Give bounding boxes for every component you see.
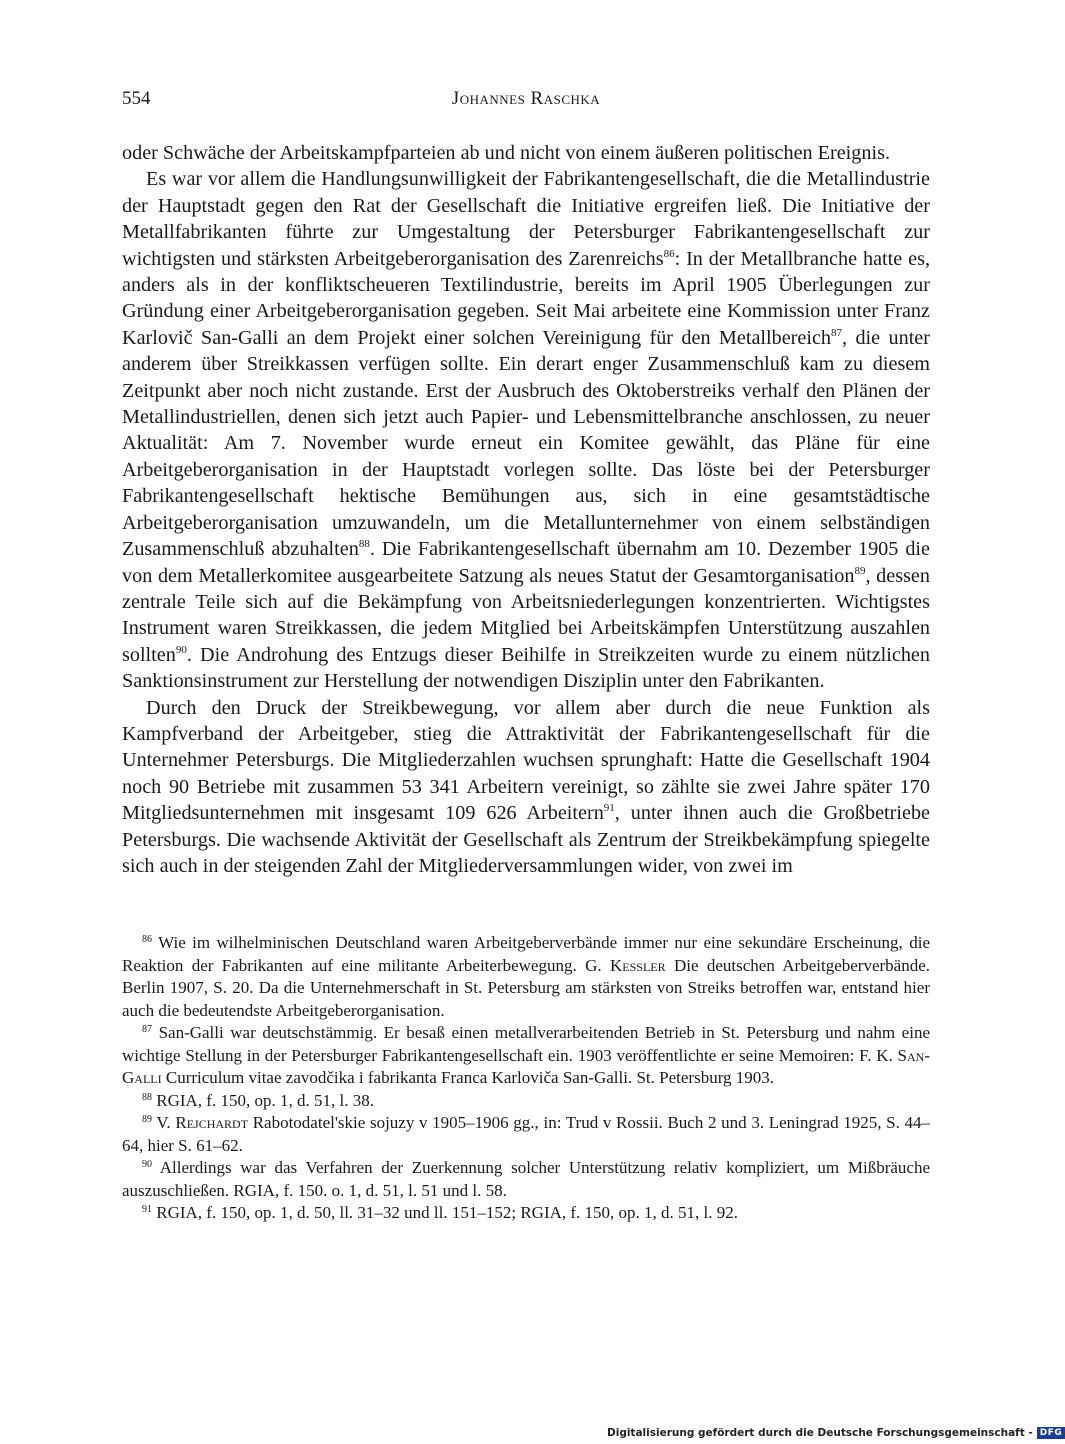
page-number: 554 <box>122 88 151 109</box>
footnote-90: $^{90}$ Allerdings war das Verfahren der Zuerkennung solcher Unterstützung relativ kompliziert, um Mißbräuche auszuschließen. RGIA, f. 150. o. 1, d. 51, l. 51 und l. 58. <box>122 1158 930 1200</box>
footnote-ref-87[interactable]: 87 <box>831 326 843 339</box>
main-text <box>122 140 930 879</box>
footnote-91: $^{91}$ RGIA, f. 150, op. 1, d. 50, ll. 31–32 und ll. 151–152; RGIA, f. 150, op. 1, d. 51, l. 92. <box>142 1203 739 1222</box>
footnote-87: $^{87}$ San-Galli war deutschstämmig. Er besaß einen metallverarbeitenden Betrieb in St. Petersburg und nahm eine wichtige Stellung in der Petersburger Fabrikantengesellschaft ein. 1903 veröffentlichte er seine Memoiren: F. K. San-Galli Curriculum vitae zavodčika i fabrikanta Franca Karloviča San-Galli. St. Petersburg 1903. <box>122 1023 930 1087</box>
digitization-credit <box>607 1424 1065 1442</box>
footnotes <box>122 932 930 1225</box>
footnote-89: $^{89}$ V. Rejchardt Rabotodatel'skie sojuzy v 1905–1906 gg., in: Trud v Rossii. Buch 2 und 3. Leningrad 1925, S. 44–64, hier S. 61–62. <box>122 1113 931 1155</box>
paragraph-2: Es war vor allem die Handlungsunwilligkeit der Fabrikantengesellschaft, die die Metallindustrie der Hauptstadt gegen den Rat der Gesellschaft die Initiative ergreifen ließ. Die Initiative der Metallfabrikanten führte zur Umgestaltung der Petersburger Fabrikantengesellschaft zur wichtigsten und stärksten Arbeitgeberorganisation des Zarenreichs$^{86}$: In der Metallbranche hatte es, anders als in der konfliktscheueren Textilindustrie, bereits im April 1905 Überlegungen zur Gründung einer Arbeitgeberorganisation gegeben. Seit Mai arbeitete eine Kommission unter Franz Karlovič San-Galli an dem Projekt einer solchen Vereinigung für den Metallbereich$^{87}$, die unter anderem über Streikkassen verfügen sollte. Ein derart enger Zusammenschluß kam zu diesem Zeitpunkt aber noch nicht zustande. Erst der Ausbruch des Oktoberstreiks verhalf den Plänen der Metallindustriellen, denen sich jetzt auch Papier- und Lebensmittelbranche anschlossen, zu neuer Aktualität: Am 7. November wurde erneut ein Komitee gewählt, das Pläne für eine Arbeitgeberorganisation in der Hauptstadt vorlegen sollte. Das löste bei der Petersburger Fabrikantengesellschaft hektische Bemühungen aus, sich in eine gesamtstädtische Arbeitgeberorganisation umzuwandeln, um die Metallunternehmer von einem selbständigen Zusammenschluß abzuhalten$^{88}$. Die Fabrikantengesellschaft übernahm am 10. Dezember 1905 die von dem Metallerkomitee ausgearbeitete Satzung als neues Statut der Gesamtorganisation$^{89}$, dessen zentrale Teile sich auf die Bekämpfung von Arbeitsniederlegungen konzentrierten. Wichtigstes Instrument waren Streikkassen, die jedem Mitglied bei Arbeitskämpfen Unterstützung auszahlen sollten$^{90}$. Die Androhung des Entzugs dieser Beihilfe in Streikzeiten wurde zu einem nützlichen Sanktionsinstrument zur Herstellung der notwendigen Disziplin unter den Fabrikanten. <box>122 168 930 693</box>
page-header <box>122 88 930 118</box>
footnote-88: $^{88}$ RGIA, f. 150, op. 1, d. 51, l. 38. <box>142 1090 374 1110</box>
paragraph-1: oder Schwäche der Arbeitskampfparteien ab und nicht von einem äußeren politischen Ereignis. <box>122 142 890 164</box>
running-head: Johannes Raschka <box>451 88 601 109</box>
paragraph-3: Durch den Druck der Streikbewegung, vor allem aber durch die neue Funktion als Kampfverband der Arbeitgeber, stieg die Attraktivität der Fabrikantengesellschaft für die Unternehmer Petersburgs. Die Mitgliederzahlen wuchsen sprunghaft: Hatte die Gesellschaft 1904 noch 90 Betriebe mit zusammen 53 341 Arbeitern vereinigt, so zählte sie zwei Jahre später 170 Mitgliedsunternehmen mit insgesamt 109 626 Arbeitern$^{91}$, unter ihnen auch die Großbetriebe Petersburgs. Die wachsende Aktivität der Gesellschaft als Zentrum der Streikbekämpfung spiegelte sich auch in der steigenden Zahl der Mitgliederversammlungen wider, von zwei im <box>122 696 930 877</box>
footnote-86: $^{86}$ Wie im wilhelminischen Deutschland waren Arbeitgeberverbände immer nur eine sekundäre Erscheinung, die Reaktion der Fabrikanten auf eine militante Arbeiterbewegung. G. Kessler Die deutschen Arbeitgeberverbände. Berlin 1907, S. 20. Da die Unternehmerschaft in St. Petersburg am stärksten von Streiks betroffen war, entstand hier auch die bedeutendste Arbeitgeberorganisation. <box>122 933 931 1020</box>
footnote-ref-88[interactable]: 88 <box>358 538 370 551</box>
footnote-ref-91[interactable]: 91 <box>603 802 615 815</box>
footnote-ref-86[interactable]: 86 <box>663 247 675 260</box>
dfg-logo: DFG <box>1037 1427 1065 1439</box>
footnote-ref-89[interactable]: 89 <box>854 564 866 577</box>
footnote-ref-90[interactable]: 90 <box>175 643 187 656</box>
credit-text: Digitalisierung gefördert durch die Deutsche Forschungsgemeinschaft - <box>607 1427 1033 1439</box>
